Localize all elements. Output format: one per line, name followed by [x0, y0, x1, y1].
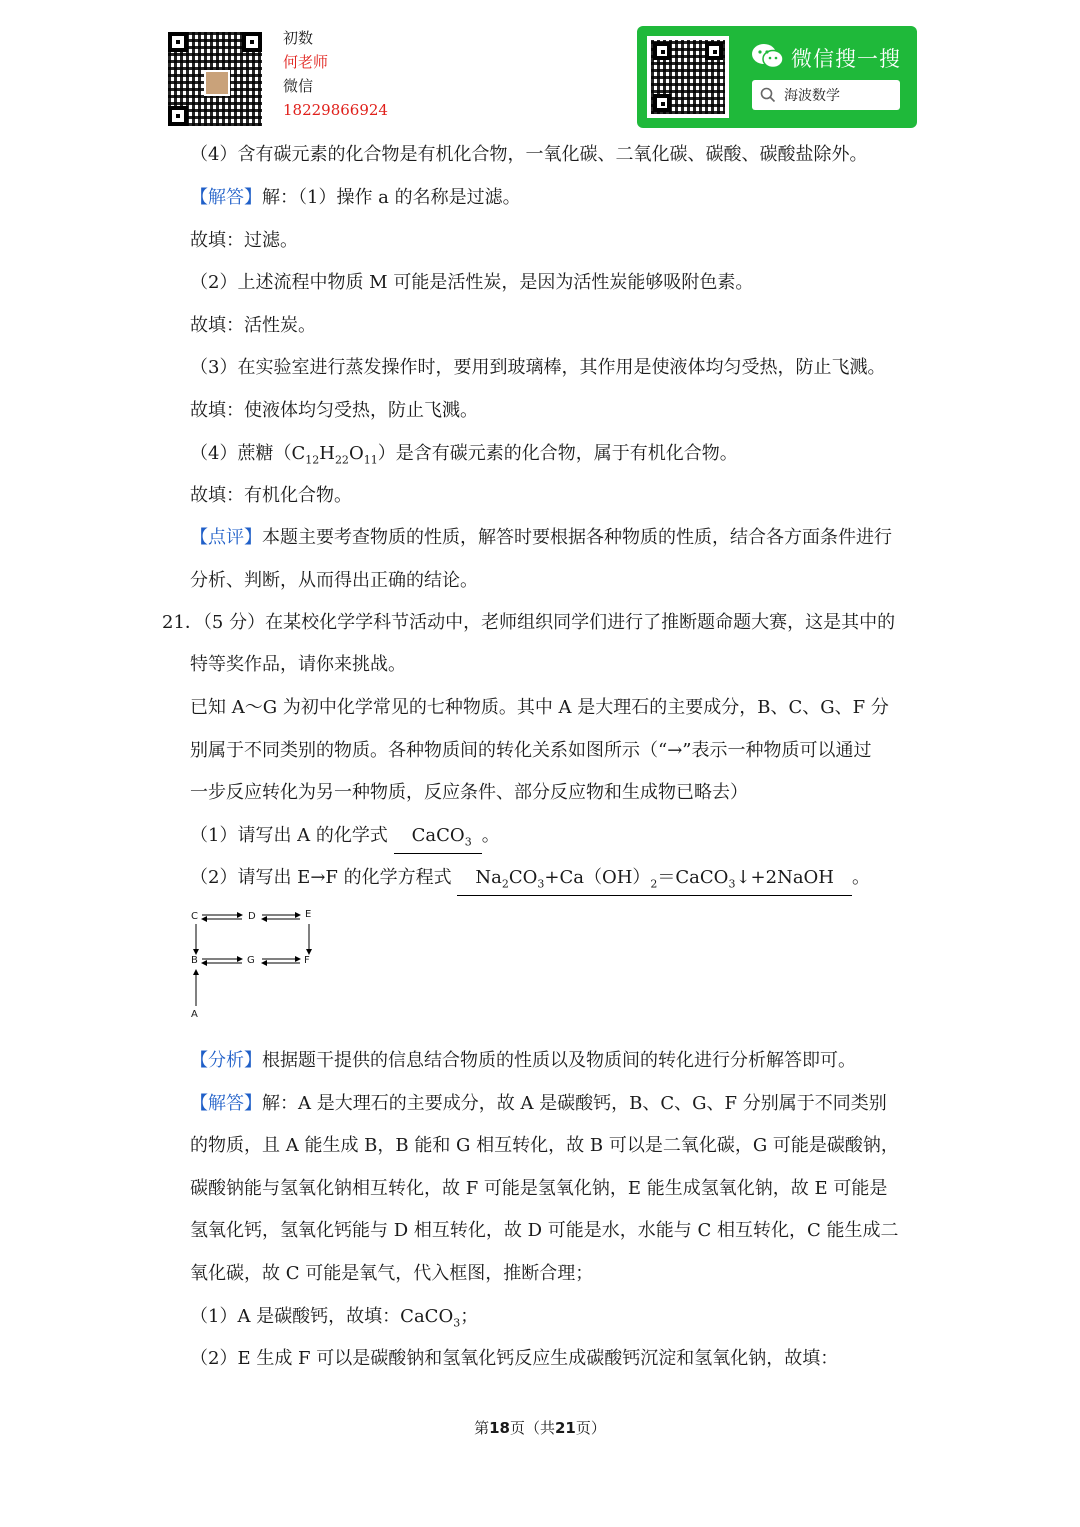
node-g: G [247, 955, 255, 966]
search-icon [760, 87, 776, 103]
text-line: 【点评】本题主要考查物质的性质，解答时要根据各种物质的性质，结合各方面条件进行 [190, 527, 892, 548]
text-line: （2）上述流程中物质 M 可能是活性炭，是因为活性炭能够吸附色素。 [190, 272, 754, 293]
text-line: 【解答】解：（1）操作 a 的名称是过滤。 [190, 187, 521, 208]
text-line: （2）E 生成 F 可以是碳酸钠和氢氧化钙反应生成碳酸钙沉淀和氢氧化钠，故填： [190, 1348, 839, 1369]
wechat-qr-code [647, 36, 729, 118]
page-footer: 第18页（共21页） [474, 1419, 606, 1437]
text-line: 【解答】解：A 是大理石的主要成分，故 A 是碳酸钙，B、C、G、F 分别属于不同类别 [190, 1093, 887, 1114]
text-line: 的物质，且 A 能生成 B，B 能和 G 相互转化，故 B 可以是二氧化碳，G 可能是碳酸钠， [190, 1135, 899, 1156]
wechat-search-title: 微信搜一搜 [791, 47, 901, 71]
question-title: 21．（5 分）在某校化学学科节活动中，老师组织同学们进行了推断题命题大赛，这是其中的 [162, 612, 896, 633]
wechat-search-query: 海波数学 [784, 88, 840, 104]
answer-blank-1: CaCO$_3$ [394, 826, 482, 854]
text-line: 特等奖作品，请你来挑战。 [190, 654, 406, 675]
text-line: 碳酸钠能与氢氧化钠相互转化，故 F 可能是氢氧化钠，E 能生成氢氧化钠，故 E 可能是 [190, 1178, 888, 1199]
text-line: （1）A 是碳酸钙，故填：CaCO$_3$； [190, 1306, 479, 1330]
text-line: 一步反应转化为另一种物质，反应条件、部分反应物和生成物已略去） [190, 782, 748, 803]
wechat-search-banner[interactable] [637, 26, 917, 128]
text-line: 已知 A～G 为初中化学常见的七种物质。其中 A 是大理石的主要成分，B、C、G、F 分 [190, 697, 889, 718]
text-line: 氢氧化钙，氢氧化钙能与 D 相互转化，故 D 可能是水，水能与 C 相互转化，C 能生成二 [190, 1220, 899, 1241]
page-total: 21 [555, 1419, 576, 1437]
text-line: 故填：有机化合物。 [190, 485, 352, 506]
text-line: 【分析】根据题干提供的信息结合物质的性质以及物质间的转化进行分析解答即可。 [190, 1050, 856, 1071]
text-line: 故填：过滤。 [190, 230, 298, 251]
conversion-diagram [186, 906, 326, 1026]
page-number: 18 [489, 1419, 510, 1437]
text-line: （3）在实验室进行蒸发操作时，要用到玻璃棒，其作用是使液体均匀受热，防止飞溅。 [190, 357, 886, 378]
answer-blank-2: $Na_2CO_3+Ca(OH)_2=CaCO_3↓+2NaOH$ [457, 868, 852, 896]
answer-tag: 【解答】 [190, 187, 262, 208]
node-c: C [191, 911, 198, 922]
node-a: A [191, 1009, 198, 1020]
text-line: 故填：活性炭。 [190, 315, 316, 336]
question-part-2: （2）请写出 E→F 的化学方程式 $Na_2CO_3+Ca(OH)_2=CaCO_3↓+2NaOH$ 。 [190, 863, 870, 896]
answer-tag: 【解答】 [190, 1093, 262, 1114]
node-b: B [191, 955, 198, 966]
contact-line-phone: 18229866924 [283, 101, 388, 119]
node-d: D [248, 911, 256, 922]
text-line: 氧化碳，故 C 可能是氧气，代入框图，推断合理； [190, 1263, 594, 1284]
wechat-logo-icon [751, 42, 785, 70]
node-f: F [304, 955, 310, 966]
comment-tag: 【点评】 [190, 527, 262, 548]
contact-qr-code [168, 32, 262, 126]
node-e: E [305, 909, 312, 920]
contact-info [283, 26, 388, 122]
wechat-search-box[interactable] [752, 80, 900, 110]
text-line: （4）蔗糖$(C_{12}H_{22}O_{11})$是含有碳元素的化合物，属于有机化合物。 [190, 443, 738, 467]
text-line: 别属于不同类别的物质。各种物质间的转化关系如图所示（“→”表示一种物质可以通过 [190, 740, 872, 761]
contact-line-wechat: 微信 [283, 77, 314, 95]
text-line: （4）含有碳元素的化合物是有机化合物，一氧化碳、二氧化碳、碳酸、碳酸盐除外。 [190, 144, 868, 165]
contact-line-subject: 初数 [283, 29, 314, 47]
question-part-1: （1）请写出 A 的化学式 CaCO$_3$ 。 [190, 821, 500, 854]
analysis-tag: 【分析】 [190, 1050, 262, 1071]
text-line: 分析、判断，从而得出正确的结论。 [190, 570, 478, 591]
text-line: 故填：使液体均匀受热，防止飞溅。 [190, 400, 478, 421]
contact-line-teacher: 何老师 [283, 53, 329, 71]
